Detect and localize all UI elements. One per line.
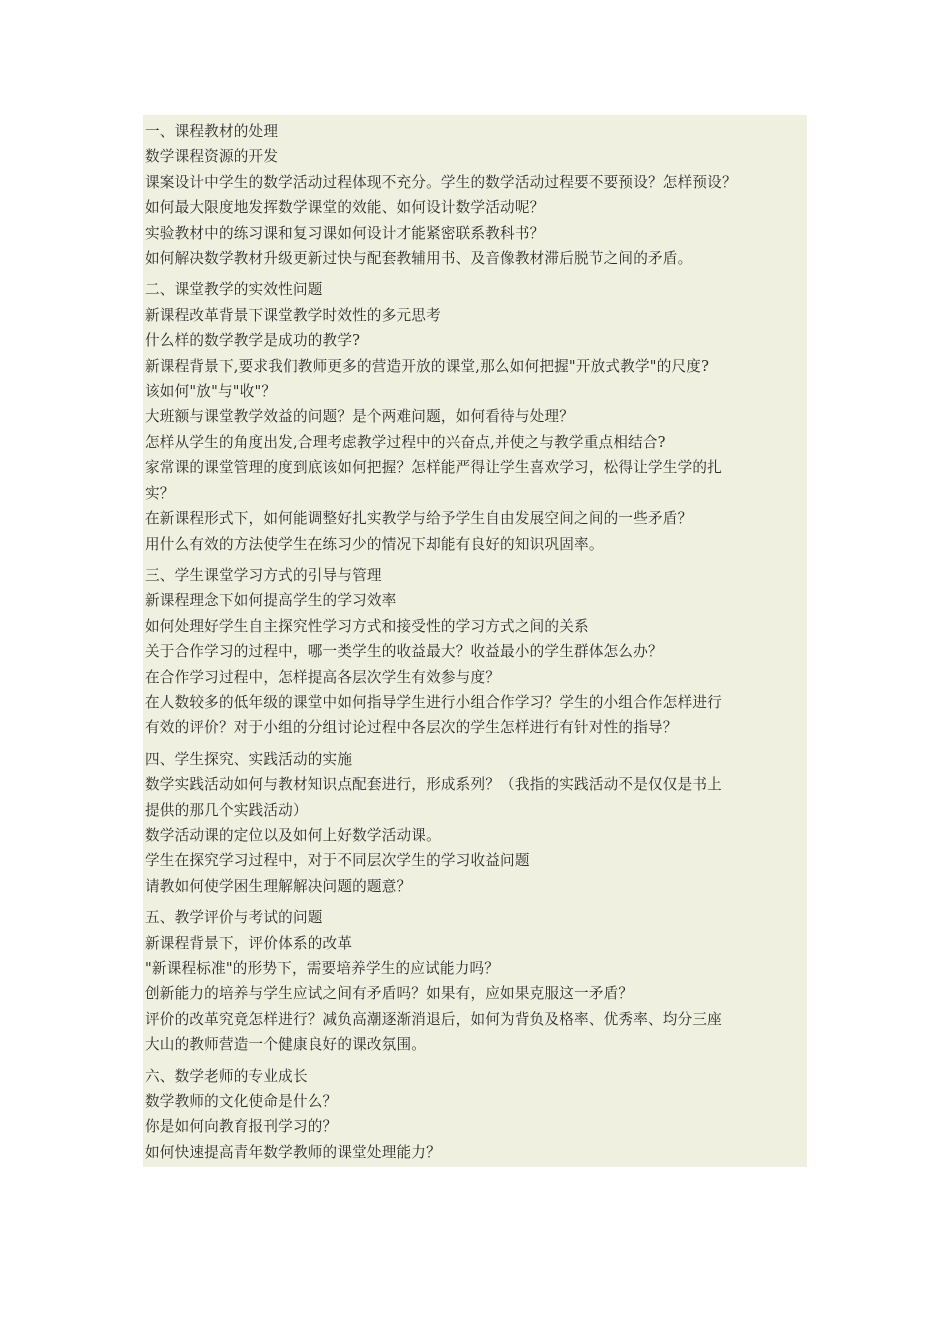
question-line: 实验教材中的练习课和复习课如何设计才能紧密联系教科书？ [145,224,545,242]
question-line: 有效的评价？对于小组的分组讨论过程中各层次的学生怎样进行有针对性的指导？ [145,719,678,737]
question-line: 如何处理好学生自主探究性学习方式和接受性的学习方式之间的关系 [145,617,589,635]
question-line: 如何最大限度地发挥数学课堂的效能、如何设计数学活动呢？ [145,199,545,217]
question-line: 怎样从学生的角度出发,合理考虑教学过程中的兴奋点,并使之与教学重点相结合? [145,433,666,451]
question-line: 学生在探究学习过程中，对于不同层次学生的学习收益问题 [145,852,530,870]
question-line: 在新课程形式下，如何能调整好扎实教学与给予学生自由发展空间之间的一些矛盾？ [145,510,693,528]
section-heading: 四、学生探究、实践活动的实施 [145,750,353,768]
question-line: 大山的教师营造一个健康良好的课改氛围。 [145,1036,427,1054]
question-line: "新课程标准"的形势下，需要培养学生的应试能力吗？ [145,960,500,977]
question-line: 数学教师的文化使命是什么？ [145,1093,338,1111]
question-line: 请教如何使学困生理解解决问题的题意？ [145,877,412,895]
question-line: 如何快速提高青年数学教师的课堂处理能力？ [145,1143,441,1161]
question-line: 如何解决数学教材升级更新过快与配套教辅用书、及音像教材滞后脱节之间的矛盾。 [145,250,693,268]
question-line: 你是如何向教育报刊学习的？ [145,1118,338,1136]
question-line: 大班额与课堂教学效益的问题？是个两难问题，如何看待与处理？ [145,408,575,426]
section-5 [145,905,807,1057]
question-line: 数学活动课的定位以及如何上好数学活动课。 [145,826,441,844]
question-line: 用什么有效的方法使学生在练习少的情况下却能有良好的知识巩固率。 [145,535,604,553]
question-line: 该如何"放"与"收"？ [145,383,277,401]
question-line: 提供的那几个实践活动） [145,801,308,819]
question-line: 数学课程资源的开发 [145,148,279,166]
section-heading: 二、课堂教学的实效性问题 [145,281,323,299]
question-line: 创新能力的培养与学生应试之间有矛盾吗？如果有，应如果克服这一矛盾？ [145,985,634,1003]
question-line: 新课程背景下,要求我们教师更多的营造开放的课堂,那么如何把握"开放式教学"的尺度? [145,357,710,375]
section-4 [145,747,807,899]
question-line: 关于合作学习的过程中，哪一类学生的收益最大？收益最小的学生群体怎么办？ [145,643,663,661]
section-6 [145,1064,807,1166]
section-heading: 五、教学评价与考试的问题 [145,909,323,927]
question-line: 实？ [145,484,175,502]
section-heading: 三、学生课堂学习方式的引导与管理 [145,566,382,584]
question-line: 数学实践活动如何与教材知识点配套进行，形成系列？（我指的实践活动不是仅仅是书上 [145,776,722,794]
question-line: 课案设计中学生的数学活动过程体现不充分。学生的数学活动过程要不要预设？怎样预设？ [145,173,737,191]
section-2 [145,277,807,556]
section-heading: 一、课程教材的处理 [145,123,279,140]
question-line: 在人数较多的低年级的课堂中如何指导学生进行小组合作学习？学生的小组合作怎样进行 [145,693,722,711]
section-3 [145,563,807,741]
document-panel [143,115,807,1167]
question-line: 新课程背景下，评价体系的改革 [145,934,353,952]
question-line: 在合作学习过程中，怎样提高各层次学生有效参与度？ [145,668,501,686]
question-line: 新课程理念下如何提高学生的学习效率 [145,592,397,610]
question-line: 评价的改革究竟怎样进行？减负高潮逐渐消退后，如何为背负及格率、优秀率、均分三座 [145,1010,722,1028]
question-line: 家常课的课堂管理的度到底该如何把握？怎样能严得让学生喜欢学习，松得让学生学的扎 [145,459,722,477]
question-line: 新课程改革背景下课堂教学时效性的多元思考 [145,306,441,324]
section-heading: 六、数学老师的专业成长 [145,1067,308,1085]
question-line: 什么样的数学教学是成功的教学? [145,332,361,350]
section-1 [145,119,807,271]
